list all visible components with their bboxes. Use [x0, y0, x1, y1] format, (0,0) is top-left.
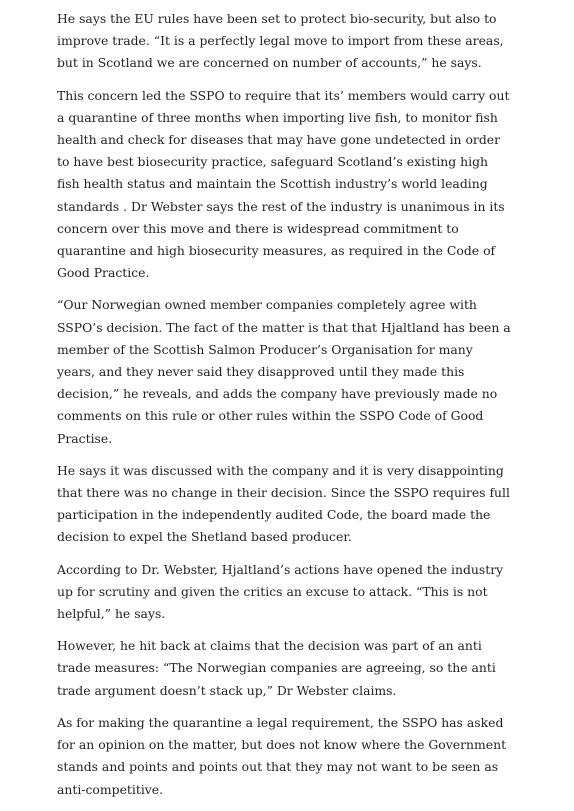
paragraph-quarantine-requirement: This concern led the SSPO to require that its’ members would carry out a quarantine of three months when importing live fish, to monitor fish health and check for diseases that may have gone undetected in order to have best biosecurity practice, safeguard Scotland’s existing high fish health status and maintain the Scottish industry’s world leading standards . Dr Webster says the rest of the industry is unanimous in its concern over this move and there is widespread commitment to quarantine and high biosecurity measures, as required in the Code of Good Practice. [57, 87, 510, 281]
paragraph-anti-trade-claims: However, he hit back at claims that the decision was part of an anti trade measures: “The Norwegian companies are agreeing, so the anti trade argument doesn’t stack up,” Dr Webster claims. [57, 638, 496, 698]
article-body [57, 8, 512, 811]
paragraph-eu-rules: He says the EU rules have been set to protect bio-security, but also to improve trade. “It is a perfectly legal move to import from these areas, but in Scotland we are concerned on number of accounts,” he says. [57, 11, 504, 71]
paragraph-norwegian-members: “Our Norwegian owned member companies completely agree with SSPO’s decision. The fact of the matter is that that Hjaltland has been a member of the Scottish Salmon Producer’s Organisation for many years, and they never said they disapproved until they made this decision,” he reveals, and adds the company have previously made no comments on this rule or other rules within the SSPO Code of Good Practise. [57, 297, 511, 446]
paragraph-scrutiny: According to Dr. Webster, Hjaltland’s actions have opened the industry up for scrutiny and given the critics an excuse to attack. “This is not helpful,” he says. [57, 561, 504, 622]
paragraph-company-discussion: He says it was discussed with the company and it is very disappointing that there was no change in their decision. Since the SSPO requires full participation in the independently audited Code, the board made the decision to expel the Shetland based producer. [57, 462, 510, 545]
paragraph-legal-requirement: As for making the quarantine a legal requirement, the SSPO has asked for an opinion on the matter, but does not know where the Government stands and points and points out that they may not want to be seen as anti-competitive. [57, 714, 507, 797]
